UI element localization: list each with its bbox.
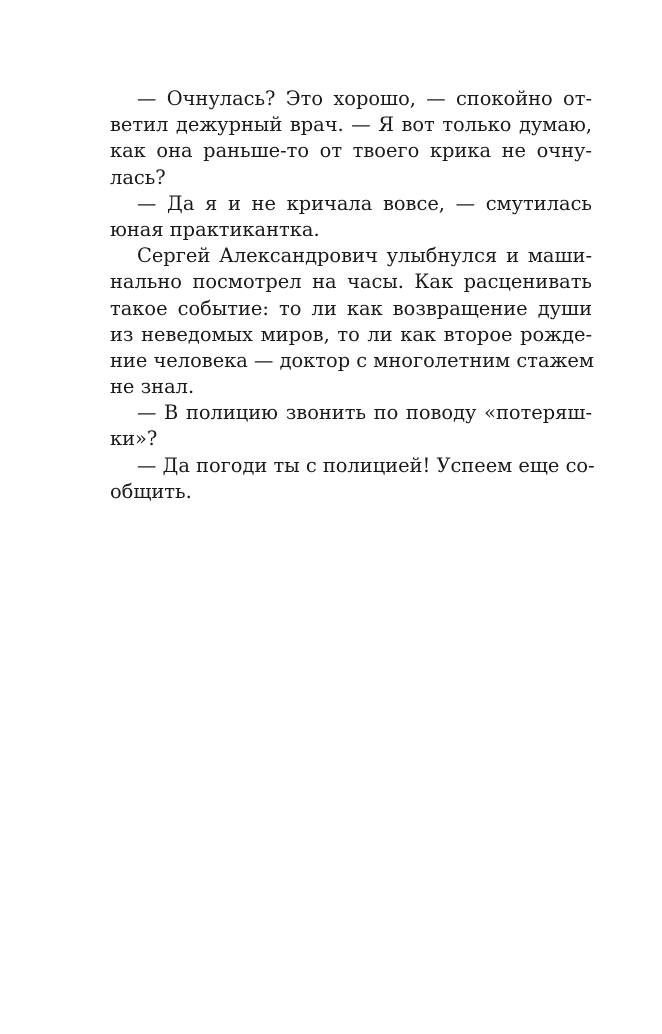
page-text <box>110 86 595 505</box>
text-line: — В полицию звонить по поводу «потеряш- <box>137 401 592 425</box>
text-line: из неведомых миров, то ли как второе рожде- <box>110 322 592 346</box>
text-line: как она раньше-то от твоего крика не очну- <box>110 139 592 163</box>
text-line: ветил дежурный врач. — Я вот только думаю, <box>110 113 592 137</box>
text-line: лась? <box>110 165 166 189</box>
text-line: ние человека — доктор с многолетним стажем <box>110 348 594 372</box>
text-line: не знал. <box>110 375 195 399</box>
text-line: нально посмотрел на часы. Как расценивать <box>110 270 592 294</box>
text-line: — Очнулась? Это хорошо, — спокойно от- <box>137 87 592 110</box>
text-line: ки»? <box>110 427 158 451</box>
text-line: общить. <box>110 479 192 503</box>
text-line: Сергей Александрович улыбнулся и маши- <box>137 244 592 268</box>
text-line: юная практикантка. <box>110 217 320 241</box>
text-line: — Да я и не кричала вовсе, — смутилась <box>137 191 592 215</box>
text-line: такое событие: то ли как возвращение души <box>110 296 592 320</box>
text-line: — Да погоди ты с полицией! Успеем еще со- <box>137 453 595 477</box>
